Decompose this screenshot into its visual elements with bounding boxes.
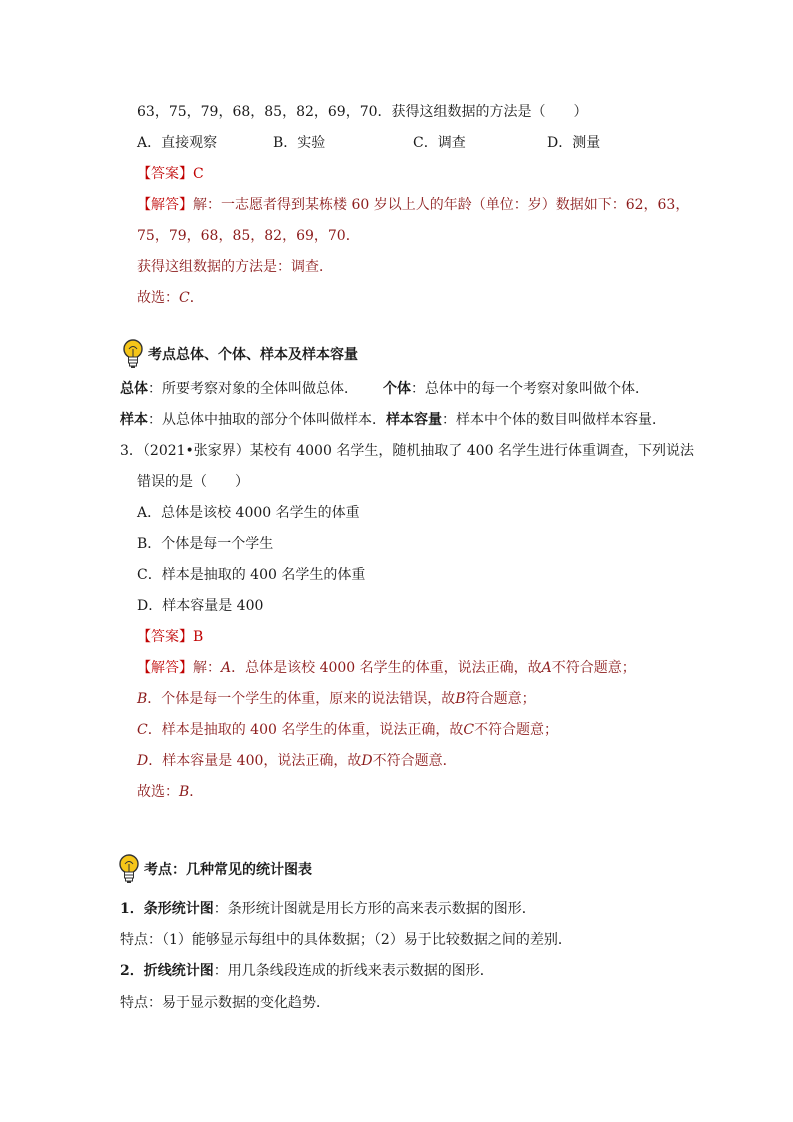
q2-option-d: D．测量 [547, 135, 601, 151]
q2-conclusion [137, 288, 204, 308]
q3-option-c: C．样本是抽取的 400 名学生的体重 [137, 567, 366, 583]
answer-tag: 【答案】 [137, 629, 193, 645]
definition-text: ：所要考察对象的全体叫做总体． [148, 381, 358, 397]
definition-text: ：条形统计图就是用长方形的高来表示数据的图形． [213, 901, 536, 917]
definition-text: ：从总体中抽取的部分个体叫做样本． [148, 412, 386, 428]
q2-option-a: A．直接观察 [137, 135, 218, 151]
chart-type-bar [120, 899, 536, 919]
analysis-tail: 不符合题意； [551, 660, 636, 676]
option-letter: B [137, 691, 148, 707]
analysis-tail: 符合题意； [465, 691, 536, 707]
lightbulb-icon [120, 338, 146, 370]
conclusion-prefix: 故选： [137, 784, 179, 800]
option-letter: C [137, 722, 148, 738]
option-letter: B [455, 691, 466, 707]
section-title: 考点：几种常见的统计图表 [144, 862, 312, 878]
option-letter: A [541, 660, 552, 676]
q2-analysis-line3: 获得这组数据的方法是：调查． [137, 259, 333, 275]
option-letter: D [137, 753, 149, 769]
answer-tag: 【答案】 [137, 166, 193, 182]
q2-analysis-line2: 75，79，68，85，82，69，70． [137, 228, 360, 244]
analysis-text: ．个体是每一个学生的体重，原来的说法错误，故 [147, 691, 456, 707]
q3-option-b: B．个体是每一个学生 [137, 536, 274, 552]
q2-option-b: B．实验 [273, 135, 326, 151]
q3-stem-line1: 3．（2021•张家界）某校有 4000 名学生，随机抽取了 400 名学生进行体重调查，下列说法 [120, 443, 694, 459]
q3-option-d: D．样本容量是 400 [137, 598, 264, 614]
q3-stem-line2: 错误的是（ ） [137, 474, 249, 490]
q2-analysis-line1 [137, 195, 689, 215]
q3-answer [137, 627, 203, 647]
analysis-text: ．样本容量是 400，说法正确，故 [148, 753, 362, 769]
q3-option-a: A．总体是该校 4000 名学生的体重 [137, 505, 360, 521]
chart-type-line-feature: 特点：易于显示数据的变化趋势． [120, 995, 330, 1011]
definition-text: ：总体中的每一个考察对象叫做个体． [411, 381, 649, 397]
option-letter: A [221, 660, 232, 676]
definition-population [120, 379, 358, 399]
term: 样本 [120, 412, 148, 428]
conclusion-suffix: ． [189, 784, 204, 800]
term: 个体 [383, 381, 411, 397]
q3-analysis-a [137, 658, 636, 678]
term: 样本容量 [386, 412, 442, 428]
section-heading-charts [116, 853, 312, 885]
analysis-text: ．样本是抽取的 400 名学生的体重，说法正确，故 [147, 722, 464, 738]
analysis-tag: 【解答】 [137, 660, 193, 676]
conclusion-value: B [179, 784, 190, 800]
chart-type-line [120, 961, 494, 981]
q3-conclusion [137, 782, 203, 802]
q3-analysis-d [137, 751, 457, 771]
lightbulb-icon [116, 853, 142, 885]
definition-individual [383, 379, 649, 399]
definition-sample [120, 410, 666, 430]
section-title: 考点总体、个体、样本及样本容量 [148, 347, 358, 363]
section-heading-sample [120, 338, 358, 370]
term: 总体 [120, 381, 148, 397]
analysis-tail: 不符合题意． [372, 753, 457, 769]
q3-analysis-c [137, 720, 558, 740]
option-letter: C [463, 722, 475, 738]
answer-value: C [193, 166, 204, 182]
conclusion-prefix: 故选： [137, 290, 179, 306]
analysis-text: 解：一志愿者得到某栋楼 60 岁以上人的年龄（单位：岁）数据如下：62，63， [193, 197, 690, 213]
analysis-tag: 【解答】 [137, 197, 193, 213]
term: 2．折线统计图 [120, 963, 214, 979]
answer-value: B [193, 629, 204, 645]
q2-answer [137, 164, 204, 184]
conclusion-suffix: ． [189, 290, 204, 306]
option-letter: D [361, 753, 373, 769]
analysis-tail: 不符合题意； [474, 722, 559, 738]
definition-text: ：样本中个体的数目叫做样本容量． [442, 412, 666, 428]
conclusion-value: C [179, 290, 190, 306]
analysis-text: ．总体是该校 4000 名学生的体重，说法正确，故 [231, 660, 542, 676]
definition-text: ：用几条线段连成的折线来表示数据的图形． [213, 963, 494, 979]
q2-option-c: C．调查 [413, 135, 466, 151]
term: 1．条形统计图 [120, 901, 214, 917]
q3-analysis-b [137, 689, 536, 709]
q2-stem-line: 63，75，79，68，85，82，69，70．获得这组数据的方法是（ ） [137, 104, 588, 120]
analysis-prefix: 解： [193, 660, 221, 676]
chart-type-bar-feature: 特点：（1）能够显示每组中的具体数据；（2）易于比较数据之间的差别． [120, 932, 572, 948]
